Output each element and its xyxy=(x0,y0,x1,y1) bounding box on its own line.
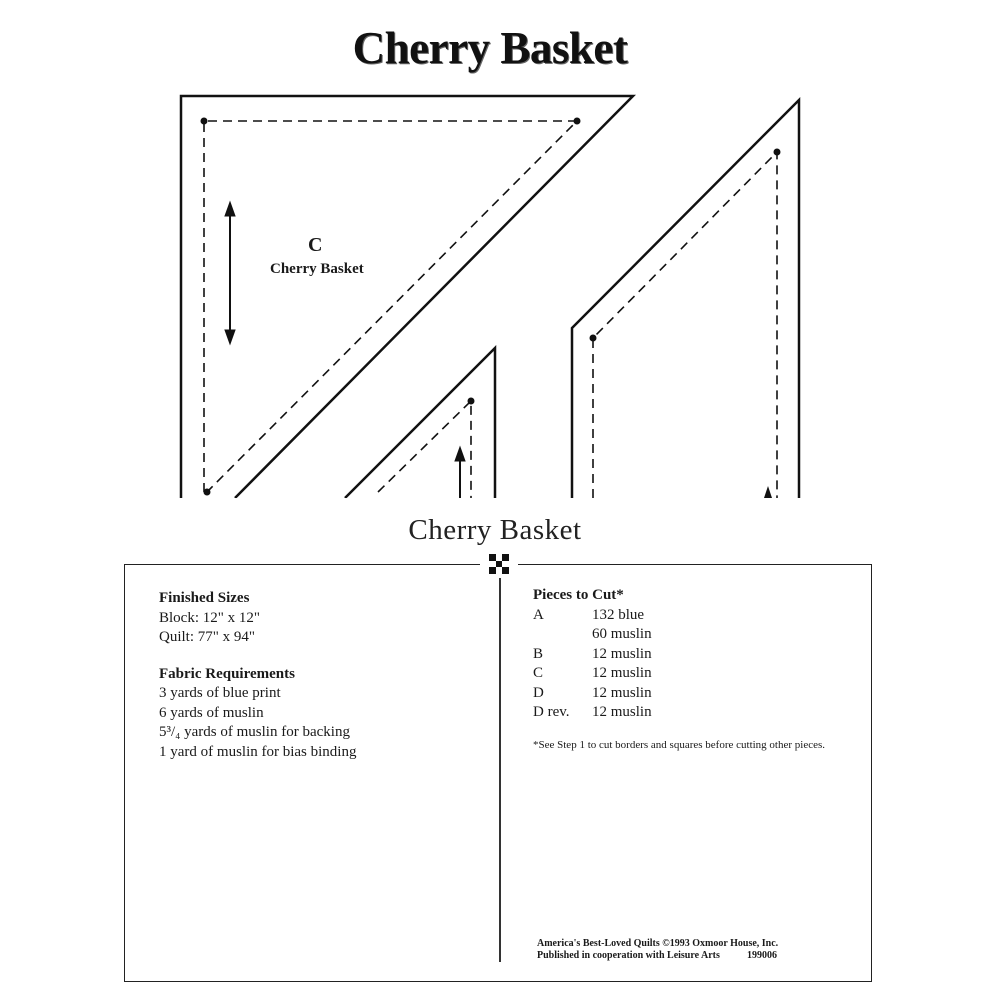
finished-size-line: Quilt: 77" x 94" xyxy=(159,629,255,645)
cut-amount: 12 muslin xyxy=(592,684,652,701)
publisher-credit xyxy=(537,938,867,962)
cut-row xyxy=(533,606,853,626)
fabric-requirements-heading: Fabric Requirements xyxy=(159,665,295,682)
card-title: Cherry Basket xyxy=(408,514,582,546)
cut-row xyxy=(533,664,853,684)
cut-amount: 132 blue xyxy=(592,606,645,623)
product-code: 199006 xyxy=(747,950,777,961)
cut-letter xyxy=(533,625,592,645)
cut-letter: B xyxy=(533,645,544,662)
cut-row xyxy=(533,645,853,665)
credit-line: America's Best-Loved Quilts ©1993 Oxmoor House, Inc. xyxy=(537,938,779,949)
cut-row xyxy=(533,684,853,704)
column-divider xyxy=(499,578,501,962)
cut-amount: 12 muslin xyxy=(592,665,652,681)
page-title: Cherry Basket xyxy=(352,23,628,73)
grain-arrow-c xyxy=(225,202,235,344)
cut-row xyxy=(533,703,853,723)
fabric-line: 6 yards of muslin xyxy=(159,704,264,721)
piece-letter: C xyxy=(308,234,323,256)
cut-footnote: *See Step 1 to cut borders and squares before cutting other pieces. xyxy=(533,739,826,751)
grain-arrow-right xyxy=(764,486,772,498)
credit-line: Published in cooperation with Leisure Arts xyxy=(537,950,720,961)
grain-arrow-small xyxy=(455,447,465,498)
cut-amount: 12 muslin xyxy=(592,704,652,720)
nine-patch-icon xyxy=(489,554,509,574)
pieces-to-cut-heading: Pieces to Cut* xyxy=(533,587,624,603)
cut-letter: C xyxy=(533,665,544,681)
cut-letter: D xyxy=(533,684,544,701)
finished-sizes-heading: Finished Sizes xyxy=(159,590,250,606)
cut-letter: D rev. xyxy=(533,704,570,720)
piece-right-template xyxy=(572,100,799,498)
cut-amount: 12 muslin xyxy=(592,645,652,662)
fabric-line: 3 yards of blue print xyxy=(159,685,281,701)
fabric-line: 1 yard of muslin for bias binding xyxy=(159,743,357,760)
piece-name: Cherry Basket xyxy=(270,261,364,277)
cut-amount: 60 muslin xyxy=(592,626,652,642)
piece-small-template xyxy=(345,348,495,498)
finished-size-line: Block: 12" x 12" xyxy=(159,609,260,626)
cut-letter: A xyxy=(533,606,544,623)
cut-row xyxy=(533,625,853,645)
left-column xyxy=(159,589,479,762)
right-column xyxy=(533,586,853,723)
fabric-line: 5³/₄ yards of muslin for backing xyxy=(159,724,350,740)
